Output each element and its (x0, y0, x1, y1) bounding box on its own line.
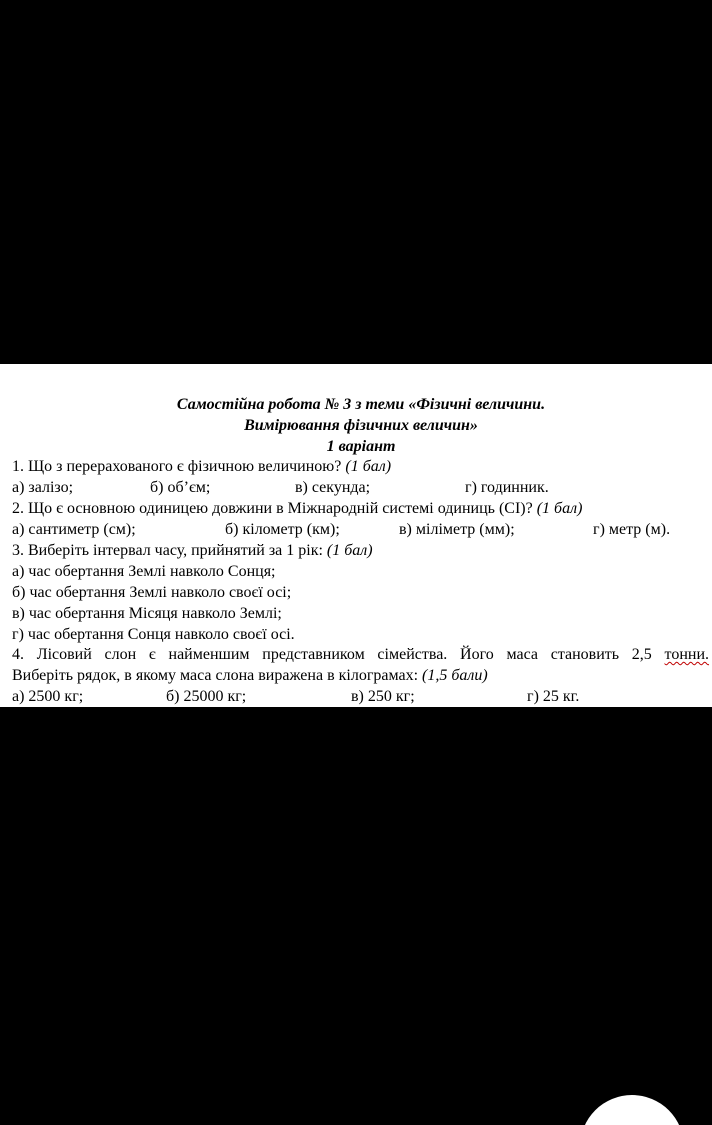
title-line-3: 1 варіант (326, 438, 396, 455)
question-1 (12, 457, 391, 477)
q3-option-b: б) час обертання Землі навколо своєї осі; (12, 584, 292, 601)
q4-option-b: б) 25000 кг; (166, 688, 247, 705)
question-4-line-2 (12, 666, 488, 686)
title-line-2: Вимірювання фізичних величин» (244, 417, 478, 434)
q2-option-b: б) кілометр (км); (225, 521, 340, 538)
question-4-text-2: Виберіть рядок, в якому маса слона виражена в кілограмах: (12, 667, 419, 684)
question-3-text: 3. Виберіть інтервал часу, прийнятий за 1 рік: (12, 542, 323, 559)
question-2-points: (1 бал) (536, 500, 583, 517)
q1-option-a: а) залізо; (12, 479, 74, 496)
question-1-text: 1. Що з перерахованого є фізичною величиною? (12, 458, 342, 475)
title-line-1: Самостійна робота № 3 з теми «Фізичні величини. (176, 396, 546, 413)
q4-option-c: в) 250 кг; (351, 688, 415, 705)
q4-option-a: а) 2500 кг; (12, 688, 84, 705)
question-4-line-1 (12, 645, 709, 665)
question-2-text: 2. Що є основною одиницею довжини в Міжнародній системі одиниць (СІ)? (12, 500, 533, 517)
question-2-options (12, 520, 712, 540)
document-page (0, 364, 712, 707)
question-1-points: (1 бал) (345, 458, 392, 475)
question-4-text-1-end: тонни. (664, 646, 710, 663)
question-4-points: (1,5 бали) (422, 667, 488, 684)
q2-option-c: в) міліметр (мм); (399, 521, 515, 538)
q2-option-d: г) метр (м). (593, 521, 671, 538)
q3-option-d: г) час обертання Сонця навколо своєї осі. (12, 626, 295, 643)
q1-option-c: в) секунда; (295, 479, 371, 496)
document-title (0, 394, 712, 457)
q1-option-b: б) об’єм; (150, 479, 211, 496)
q3-option-c: в) час обертання Місяця навколо Землі; (12, 605, 282, 622)
q1-option-d: г) годинник. (465, 479, 549, 496)
bottom-black-area (0, 707, 712, 1125)
q4-option-d: г) 25 кг. (527, 688, 580, 705)
q3-option-a: а) час обертання Землі навколо Сонця; (12, 563, 276, 580)
question-3 (12, 541, 373, 561)
question-3-points: (1 бал) (326, 542, 373, 559)
q2-option-a: а) сантиметр (см); (12, 521, 136, 538)
top-black-area (0, 0, 712, 364)
question-4-text-1: 4. Лісовий слон є найменшим представником сімейства. Його маса становить 2,5 (12, 646, 652, 663)
question-1-options (12, 478, 712, 498)
question-2 (12, 499, 582, 519)
question-4-options (12, 687, 712, 707)
